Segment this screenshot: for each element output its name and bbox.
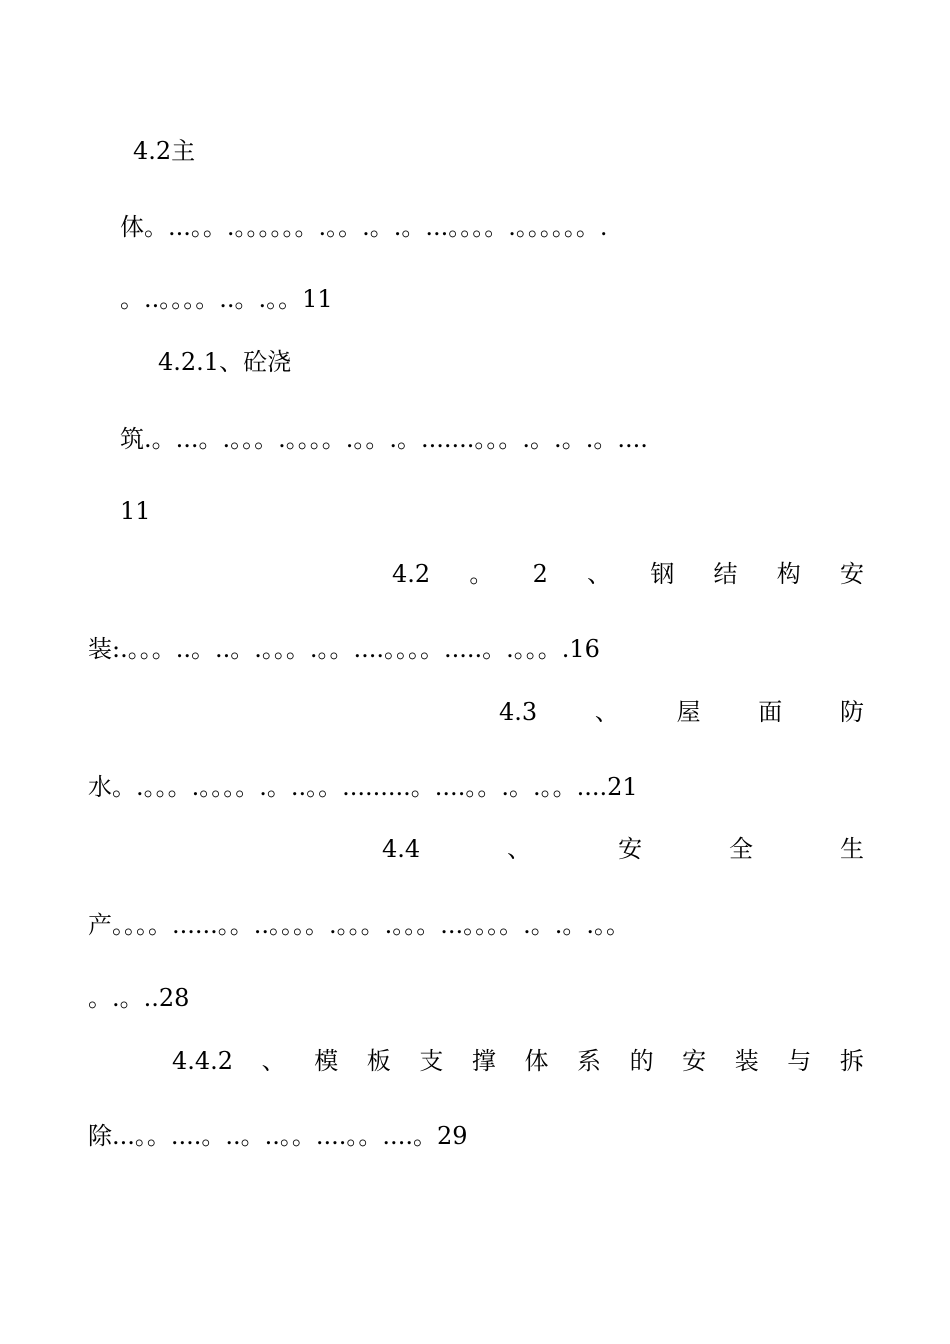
- toc-entry-4-2-2-leader: 装:.。。。..。..。.。。。.。。....。。。。.....。.。。。.16: [88, 635, 600, 663]
- heading-word: 、: [261, 1047, 286, 1075]
- heading-word: 支: [419, 1047, 444, 1075]
- heading-word: 与: [787, 1047, 812, 1075]
- toc-entry-4-3-leader: 水。.。。。.。。。。.。..。。.........。....。。.。.。。....21: [88, 773, 638, 801]
- heading-word: 安: [682, 1047, 707, 1075]
- heading-word: 系: [577, 1047, 602, 1075]
- heading-word: 模: [314, 1047, 339, 1075]
- toc-entry-4-4-leader: 产。。。。......。。..。。。。.。。。.。。。...。。。。.。.。.。。: [88, 911, 631, 939]
- heading-word: 、: [587, 560, 612, 588]
- toc-entry-4-4-2-leader: 除...。。....。..。..。。....。。....。29: [88, 1122, 468, 1150]
- heading-word: 构: [776, 560, 801, 588]
- heading-word: 4.4: [382, 835, 421, 863]
- toc-entry-4-2-heading: 4.2主: [133, 137, 196, 165]
- heading-word: 安: [839, 560, 864, 588]
- heading-word: 生: [839, 835, 864, 863]
- heading-word: 。: [469, 560, 494, 588]
- heading-word: 4.2: [392, 560, 431, 588]
- toc-entry-4-4-heading: [382, 834, 864, 864]
- heading-word: 、: [594, 698, 619, 726]
- toc-entry-4-2-1-heading: 4.2.1、砼浇: [158, 348, 292, 376]
- toc-entry-4-4-2-heading: [172, 1046, 864, 1076]
- heading-word: 体: [524, 1047, 549, 1075]
- heading-word: 板: [366, 1047, 391, 1075]
- heading-word: 撑: [471, 1047, 496, 1075]
- heading-word: 装: [734, 1047, 759, 1075]
- heading-word: 4.4.2: [172, 1047, 234, 1075]
- heading-word: 屋: [676, 698, 701, 726]
- heading-word: 面: [758, 698, 783, 726]
- heading-word: 全: [729, 835, 754, 863]
- toc-entry-4-4-leader-cont: 。.。..28: [88, 984, 190, 1012]
- heading-word: 拆: [839, 1047, 864, 1075]
- heading-word: 防: [839, 698, 864, 726]
- toc-entry-4-2-2-heading: [392, 559, 864, 589]
- toc-entry-4-2-1-page: 11: [120, 497, 151, 525]
- heading-word: 4.3: [499, 698, 538, 726]
- heading-word: 、: [507, 835, 532, 863]
- heading-word: 结: [713, 560, 738, 588]
- heading-word: 2: [532, 560, 548, 588]
- heading-word: 钢: [650, 560, 675, 588]
- toc-entry-4-2-1-leader: 筑.。...。.。。。.。。。。.。。.。.......。。。.。.。.。....: [120, 425, 648, 453]
- toc-entry-4-2-leader: 体。...。。.。。。。。。.。。.。.。...。。。。.。。。。。。.: [120, 213, 608, 241]
- toc-entry-4-2-leader-cont: 。..。。。。..。.。。11: [120, 285, 333, 313]
- toc-entry-4-3-heading: [499, 697, 864, 727]
- heading-word: 安: [618, 835, 643, 863]
- heading-word: 的: [629, 1047, 654, 1075]
